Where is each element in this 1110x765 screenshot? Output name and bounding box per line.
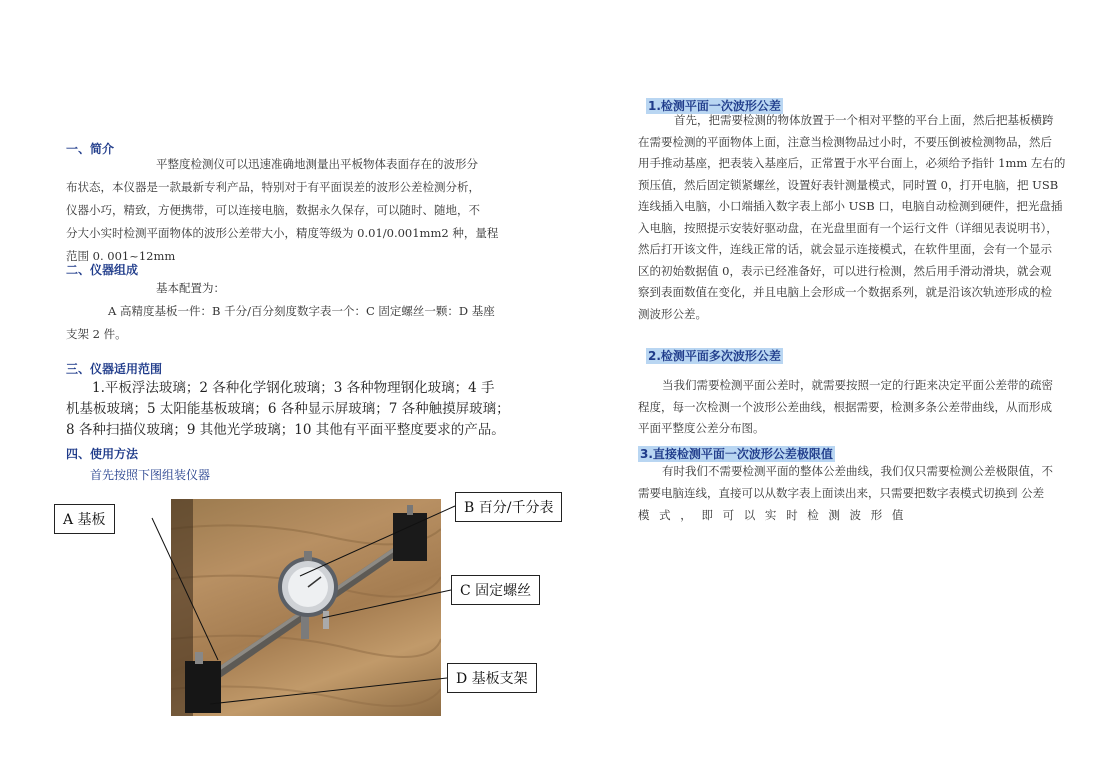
label-d-base-support: D 基板支架 bbox=[447, 663, 537, 693]
p1-line: 在需要检测的平面物体上面，注意当检测物品过小时，不要压倒被检测物品，然后 bbox=[638, 134, 1052, 149]
label-b-dial-gauge: B 百分/千分表 bbox=[455, 492, 562, 522]
p1-line: 测波形公差。 bbox=[638, 306, 707, 321]
scope-line: 8 各种扫描仪玻璃；9 其他光学玻璃；10 其他有平面平整度要求的产品。 bbox=[66, 422, 505, 438]
section-intro-title: 一、简介 bbox=[66, 142, 115, 156]
p1-line: 连线插入电脑，小口端插入数字表上部小 USB 口，电脑自动检测到硬件，把光盘插 bbox=[638, 199, 1063, 213]
p1-line: 入电脑，按照提示安装好驱动盘，在光盘里面有一个运行文件（详细见表说明书）， bbox=[638, 220, 1058, 235]
section-usage-title: 四、使用方法 bbox=[66, 447, 139, 461]
p1-line: 首先，把需要检测的物体放置于一个相对平整的平台上面，然后把基板横跨 bbox=[674, 113, 1054, 127]
p1-line: 区的初始数据值 0，表示已经准备好，可以进行检测，然后用手滑动滑块，就会观 bbox=[638, 263, 1052, 278]
composition-line: 基本配置为： bbox=[156, 281, 225, 295]
p1-line: 预压值，然后固定锁紧螺丝，设置好表针测量模式，同时置 0，打开电脑，把 USB bbox=[638, 177, 1059, 192]
p2-line: 当我们需要检测平面公差时，就需要按照一定的行距来决定平面公差带的疏密 bbox=[662, 378, 1053, 392]
instrument-photo bbox=[171, 499, 441, 716]
right-heading-2: 2.检测平面多次波形公差 bbox=[648, 349, 781, 363]
right-paragraph-1 bbox=[638, 110, 1078, 325]
p3-line: 有时我们不需要检测平面的整体公差曲线，我们仅只需要检测公差极限值，不 bbox=[662, 464, 1053, 478]
section-composition-title: 二、仪器组成 bbox=[66, 263, 139, 277]
section-intro-body bbox=[66, 153, 516, 268]
section-scope-body bbox=[66, 378, 516, 441]
instrument-illustration bbox=[171, 499, 441, 716]
p2-line: 程度，每一次检测一个波形公差曲线，根据需要，检测多条公差带曲线，从而形成 bbox=[638, 399, 1052, 414]
right-heading-1: 1.检测平面一次波形公差 bbox=[648, 99, 781, 113]
intro-line: 仪器小巧，精致，方便携带，可以连接电脑，数据永久保存，可以随时、随地，不 bbox=[66, 203, 480, 217]
p3-line: 模 式 ， 即 可 以 实 时 检 测 波 形 值 bbox=[638, 508, 904, 522]
composition-line: A 高精度基板一件：B 千分/百分刻度数字表一个：C 固定螺丝一颗：D 基座 bbox=[108, 304, 495, 318]
intro-line: 范围 0. 001~12mm bbox=[66, 249, 176, 263]
usage-subtitle: 首先按照下图组装仪器 bbox=[90, 468, 211, 482]
label-c-fixing-screw: C 固定螺丝 bbox=[451, 575, 540, 605]
right-heading-3: 3.直接检测平面一次波形公差极限值 bbox=[640, 447, 833, 461]
section-composition-body bbox=[66, 277, 516, 346]
intro-line: 平整度检测仪可以迅速准确地测量出平板物体表面存在的波形分 bbox=[156, 157, 478, 171]
p1-line: 察到表面数值在变化，并且电脑上会形成一个数据系列，就是沿该次轨迹形成的检 bbox=[638, 285, 1052, 299]
p1-line: 然后打开该文件，连线正常的话，就会显示连接模式，在软件里面，会有一个显示 bbox=[638, 242, 1052, 256]
intro-line: 布状态，本仪器是一款最新专利产品，特别对于有平面误差的波形公差检测分析， bbox=[66, 180, 480, 194]
scope-line: 机基板玻璃；5 太阳能基板玻璃；6 各种显示屏玻璃；7 各种触摸屏玻璃； bbox=[66, 401, 510, 417]
composition-line: 支架 2 件。 bbox=[66, 327, 127, 341]
section-scope-title: 三、仪器适用范围 bbox=[66, 362, 163, 376]
right-heading-2-wrap bbox=[646, 345, 783, 364]
p3-line: 需要电脑连线，直接可以从数字表上面读出来，只需要把数字表模式切换到 公差 bbox=[638, 486, 1045, 500]
right-paragraph-2 bbox=[638, 375, 1078, 440]
p1-line: 用手推动基座，把表装入基座后，正常置于水平台面上，必须给予指针 1mm 左右的 bbox=[638, 156, 1066, 170]
p2-line: 平面平整度公差分布图。 bbox=[638, 421, 765, 435]
intro-line: 分大小实时检测平面物体的波形公差带大小，精度等级为 0.01/0.001mm2 种，量程 bbox=[66, 226, 499, 240]
scope-line: 1.平板浮法玻璃；2 各种化学钢化玻璃；3 各种物理钢化玻璃；4 手 bbox=[92, 380, 495, 396]
right-paragraph-3 bbox=[638, 460, 1078, 526]
label-a-base-plate: A 基板 bbox=[54, 504, 115, 534]
